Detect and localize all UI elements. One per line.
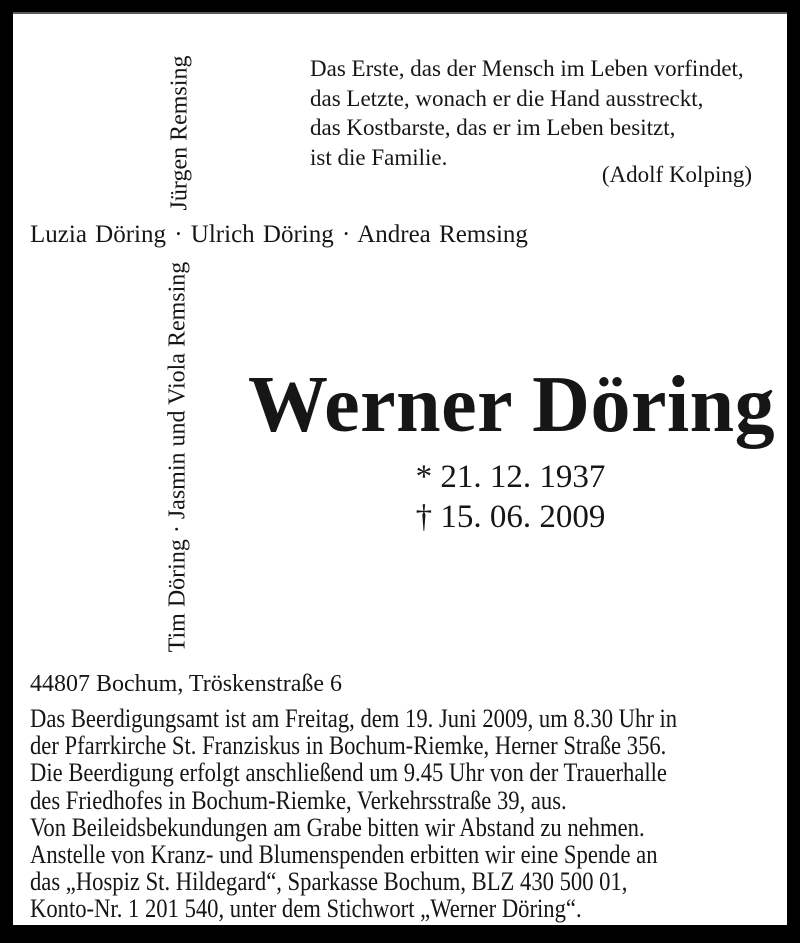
funeral-info-line: Anstelle von Kranz- und Blumenspenden erbitten wir eine Spende an <box>30 839 658 869</box>
quote-line: ist die Familie. <box>310 144 448 170</box>
funeral-info <box>30 705 774 923</box>
mourner-vertical-top: Jürgen Remsing <box>166 55 193 211</box>
notice-page <box>13 12 787 925</box>
birth-date: * 21. 12. 1937 <box>415 459 606 495</box>
funeral-info-line: Das Beerdigungsamt ist am Freitag, dem 19. Juni 2009, um 8.30 Uhr in <box>30 704 678 733</box>
funeral-info-line: des Friedhofes in Bochum-Riemke, Verkehrsstraße 39, aus. <box>30 785 567 815</box>
life-dates <box>248 457 773 537</box>
death-date: † 15. 06. 2009 <box>415 499 606 535</box>
mourners-row: Luzia Döring · Ulrich Döring · Andrea Remsing <box>30 221 528 248</box>
quote-line: Das Erste, das der Mensch im Leben vorfindet, <box>310 56 744 81</box>
funeral-info-line: Die Beerdigung erfolgt anschließend um 9.45 Uhr von der Trauerhalle <box>30 758 667 788</box>
funeral-info-line: der Pfarrkirche St. Franziskus in Bochum-Riemke, Herner Straße 356. <box>30 731 667 761</box>
deceased-name: Werner Döring <box>248 361 776 449</box>
mourner-vertical-side: Tim Döring · Jasmin und Viola Remsing <box>164 261 191 653</box>
address-line: 44807 Bochum, Tröskenstraße 6 <box>30 671 342 697</box>
quote-line: das Letzte, wonach er die Hand ausstreckt, <box>310 85 704 111</box>
funeral-info-line: Konto-Nr. 1 201 540, unter dem Stichwort „Werner Döring“. <box>30 894 582 924</box>
quote-line: das Kostbarste, das er im Leben besitzt, <box>310 115 676 140</box>
funeral-info-line: Von Beileidsbekundungen am Grabe bitten wir Abstand zu nehmen. <box>30 812 645 842</box>
quote-attribution: (Adolf Kolping) <box>601 162 752 187</box>
memorial-quote <box>310 54 777 172</box>
funeral-info-line: das „Hospiz St. Hildegard“, Sparkasse Bochum, BLZ 430 500 01, <box>30 867 628 897</box>
